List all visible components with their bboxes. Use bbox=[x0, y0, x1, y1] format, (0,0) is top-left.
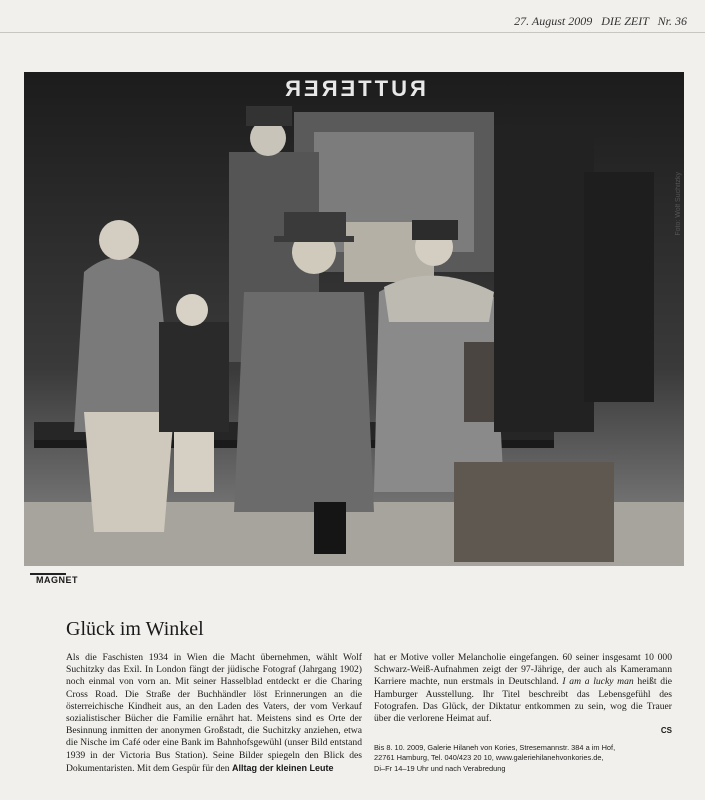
page-header bbox=[508, 14, 687, 29]
article-column-2 bbox=[374, 652, 672, 737]
shop-sign: RUTTERER bbox=[282, 76, 426, 101]
header-rule bbox=[0, 32, 705, 33]
issue-date: 27. August 2009 bbox=[514, 14, 593, 28]
exhibition-info bbox=[374, 743, 674, 774]
column-2-text-b: heißt die Hamburger Ausstellung. Ihr Titel beschreibt das Lebensgefühl des Fotografen. Das Glück, der Diktatur entkommen zu sein, wog die Trauer über die verlorene Heimat auf. bbox=[374, 676, 672, 725]
photo-credit: Foto: Wolf Suchitzky bbox=[675, 172, 682, 236]
article-photo bbox=[24, 72, 684, 566]
article-headline: Glück im Winkel bbox=[66, 618, 204, 640]
section-label: MAGNET bbox=[36, 575, 78, 585]
author-initials: CS bbox=[660, 726, 672, 736]
column-1-text: Als die Faschisten 1934 in Wien die Macht übernehmen, wählt Wolf Suchitzky das Exil. In London fängt der jüdische Fotograf (Jahrgang 1902) noch einmal von vorn an. Mit seiner Hasselblad entdeckt er die Charing Cross Road. Die Straße der Buchhändler löst Erinnerungen an die österreichische Kindheit aus, an den Laden des Vaters, der vom Verkauf sozialistischer Bücher die Familie ernährt hat. Meistens sind es Orte der Besinnung inmitten der anonymen Großstadt, die Suchitzky anziehen, etwa die Nische im Café oder eine Bank im Bahnhofsgewühl (unser Bild entstand 1939 in der Victoria Bus Station). Seine Bilder spiegeln den Blick des Dokumentaristen. Mit dem Gespür für den bbox=[66, 652, 362, 774]
info-line: Bis 8. 10. 2009, Galerie Hilaneh von Kories, Stresemannstr. 384 a im Hof, bbox=[374, 743, 616, 752]
column-1-bold-text: Alltag der kleinen Leute bbox=[232, 762, 334, 773]
exhibition-title: I am a lucky man bbox=[562, 676, 634, 688]
publication-name: DIE ZEIT bbox=[601, 14, 649, 28]
article-column-1 bbox=[66, 652, 362, 775]
issue-number: Nr. 36 bbox=[657, 14, 687, 28]
info-line: Di–Fr 14–19 Uhr und nach Verabredung bbox=[374, 763, 506, 773]
info-line: 22761 Hamburg, Tel. 040/423 20 10, www.galeriehilanehvonkories.de, bbox=[374, 753, 604, 763]
photo-illustration bbox=[24, 72, 684, 566]
column-2-text-a: hat er Motive voller Melancholie eingefangen. 60 seiner insgesamt 10 000 Schwarz-Weiß-Aufnahmen zeigt der 97-Jährige, der auch als Kameramann Karriere machte, nun erstmals in Deutschland. bbox=[374, 652, 672, 688]
